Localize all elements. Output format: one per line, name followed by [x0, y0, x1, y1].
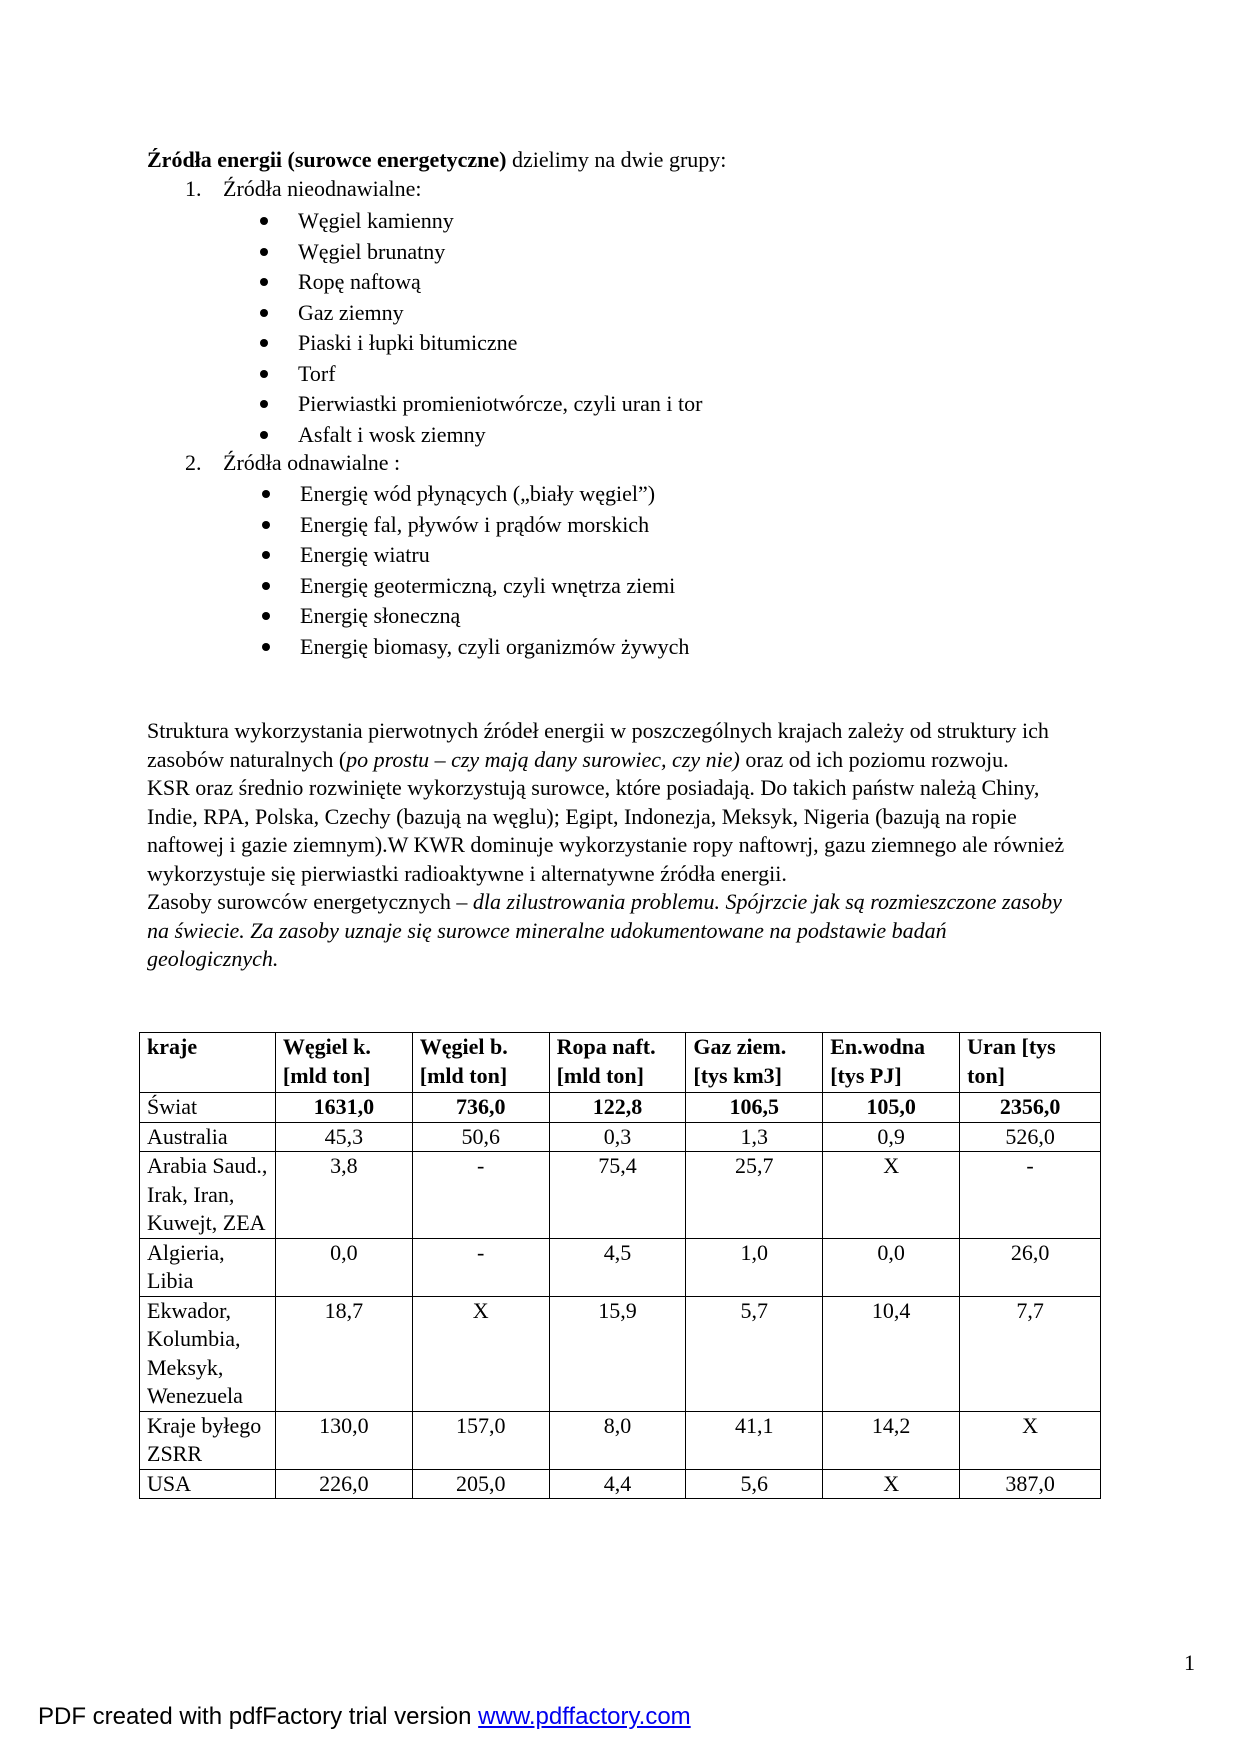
table-cell: 4,4 [549, 1469, 686, 1499]
paragraph-line: geologicznych. [147, 946, 279, 971]
bullet-icon [260, 309, 268, 317]
paragraph-line: Struktura wykorzystania pierwotnych źródeł energii w poszczególnych krajach zależy od struktury ich [147, 718, 1049, 743]
paragraph-line: KSR oraz średnio rozwinięte wykorzystują surowce, które posiadają. Do takich państw należą Chiny, [147, 775, 1040, 800]
table-cell: 7,7 [960, 1296, 1101, 1411]
table-cell: 0,0 [823, 1238, 960, 1296]
list-item: Energię fal, pływów i prądów morskich [262, 511, 689, 542]
column-header: Węgiel b. [mld ton] [412, 1033, 549, 1093]
column-header: Węgiel k. [mld ton] [275, 1033, 412, 1093]
column-header: Gaz ziem. [tys km3] [686, 1033, 823, 1093]
table-row [140, 1469, 1101, 1499]
bullet-icon [260, 339, 268, 347]
table-cell: 0,3 [549, 1122, 686, 1152]
list-item: Energię wiatru [262, 541, 689, 572]
table-cell: 14,2 [823, 1411, 960, 1469]
table-cell: 5,6 [686, 1469, 823, 1499]
table-row [140, 1093, 1101, 1123]
column-header: Uran [tys ton] [960, 1033, 1101, 1093]
table-cell: Arabia Saud., Irak, Iran, Kuwejt, ZEA [140, 1152, 276, 1239]
table-cell: 5,7 [686, 1296, 823, 1411]
footer-text: PDF created with pdfFactory trial version [38, 1703, 479, 1730]
table-cell: 387,0 [960, 1469, 1101, 1499]
list-item: Energię słoneczną [262, 602, 689, 633]
table-cell: Ekwador, Kolumbia, Meksyk, Wenezuela [140, 1296, 276, 1411]
footer-link[interactable]: www.pdffactory.com [478, 1703, 691, 1730]
group-2-title: Źródła odnawialne : [223, 450, 401, 475]
list-item: Energię geotermiczną, czyli wnętrza ziemi [262, 572, 689, 603]
table-cell: USA [140, 1469, 276, 1499]
paragraph-italic: dla zilustrowania problemu. Spójrzcie jak są rozmieszczone zasoby [472, 889, 1062, 914]
group-1-list [260, 207, 702, 451]
table-cell: - [960, 1152, 1101, 1239]
table-cell: 526,0 [960, 1122, 1101, 1152]
list-item: Pierwiastki promieniotwórcze, czyli uran i tor [260, 390, 702, 421]
section-heading [147, 146, 726, 174]
table-cell: 1,0 [686, 1238, 823, 1296]
table-cell: 18,7 [275, 1296, 412, 1411]
list-item: Ropę naftową [260, 268, 702, 299]
table-cell: 130,0 [275, 1411, 412, 1469]
table-cell: Świat [140, 1093, 276, 1123]
table-cell: 8,0 [549, 1411, 686, 1469]
bullet-icon [262, 612, 270, 620]
bullet-icon [260, 400, 268, 408]
list-item: Węgiel kamienny [260, 207, 702, 238]
heading-rest: dzielimy na dwie grupy: [506, 147, 727, 172]
paragraph-line: wykorzystuje się pierwiastki radioaktywne i alternatywne źródła energii. [147, 860, 787, 886]
table-row [140, 1238, 1101, 1296]
paragraph-line: Zasoby surowców energetycznych – dla zilustrowania problemu. Spójrzcie jak są rozmieszczone zasoby [147, 889, 1062, 914]
table-cell: 105,0 [823, 1093, 960, 1123]
table-row [140, 1411, 1101, 1469]
resources-table [139, 1032, 1101, 1499]
bullet-icon [260, 370, 268, 378]
table-cell: 106,5 [686, 1093, 823, 1123]
table-cell: 2356,0 [960, 1093, 1101, 1123]
group-2-list [262, 480, 689, 663]
table-cell: 226,0 [275, 1469, 412, 1499]
paragraph-line: zasobów naturalnych (po prostu – czy mają dany surowiec, czy nie) oraz od ich poziomu rozwoju. [147, 746, 1009, 772]
paragraph-line: na świecie. Za zasoby uznaje się surowce mineralne udokumentowane na podstawie badań [147, 917, 947, 943]
table-cell: 4,5 [549, 1238, 686, 1296]
table-cell: X [823, 1469, 960, 1499]
column-header: kraje [140, 1033, 276, 1093]
group-1-title: Źródła nieodnawialne: [223, 176, 422, 201]
table-row [140, 1296, 1101, 1411]
list-item: Torf [260, 360, 702, 391]
heading-bold-1: Źródła energii [147, 147, 283, 172]
table-cell: Algieria, Libia [140, 1238, 276, 1296]
table-cell: 0,9 [823, 1122, 960, 1152]
table-row [140, 1122, 1101, 1152]
column-header: Ropa naft. [mld ton] [549, 1033, 686, 1093]
table-cell: 736,0 [412, 1093, 549, 1123]
page-number: 1 [1184, 1650, 1195, 1675]
bullet-icon [262, 643, 270, 651]
bullet-icon [262, 551, 270, 559]
list-item: Asfalt i wosk ziemny [260, 421, 702, 452]
table-cell: 3,8 [275, 1152, 412, 1239]
table-cell: 75,4 [549, 1152, 686, 1239]
table-cell: Kraje byłego ZSRR [140, 1411, 276, 1469]
group-1-number: 1. [185, 176, 202, 201]
pdf-footer [38, 1703, 691, 1731]
bullet-icon [262, 490, 270, 498]
table-cell: - [412, 1238, 549, 1296]
table-header-row [140, 1033, 1101, 1093]
column-header: En.wodna [tys PJ] [823, 1033, 960, 1093]
bullet-icon [260, 248, 268, 256]
table-cell: 1,3 [686, 1122, 823, 1152]
list-item: Gaz ziemny [260, 299, 702, 330]
table-cell: 26,0 [960, 1238, 1101, 1296]
table-cell: X [823, 1152, 960, 1239]
paragraph-line: naftowej i gazie ziemnym).W KWR dominuje wykorzystanie ropy naftowrj, gazu ziemnego ale również [147, 832, 1065, 857]
table-cell: 45,3 [275, 1122, 412, 1152]
table-cell: - [412, 1152, 549, 1239]
table-cell: Australia [140, 1122, 276, 1152]
list-item: Energię biomasy, czyli organizmów żywych [262, 633, 689, 664]
table-cell: 0,0 [275, 1238, 412, 1296]
bullet-icon [262, 582, 270, 590]
body-paragraph [147, 717, 1207, 974]
table-cell: 25,7 [686, 1152, 823, 1239]
bullet-icon [260, 217, 268, 225]
bullet-icon [262, 521, 270, 529]
paragraph-line: Indie, RPA, Polska, Czechy (bazują na węglu); Egipt, Indonezja, Meksyk, Nigeria (bazują na ropie [147, 803, 1017, 829]
table-cell: 122,8 [549, 1093, 686, 1123]
table-cell: 41,1 [686, 1411, 823, 1469]
table-cell: 205,0 [412, 1469, 549, 1499]
list-item: Węgiel brunatny [260, 238, 702, 269]
bullet-icon [260, 278, 268, 286]
table-cell: X [960, 1411, 1101, 1469]
list-item: Energię wód płynących („biały węgiel”) [262, 480, 689, 511]
group-2-number: 2. [185, 450, 202, 475]
table-row [140, 1152, 1101, 1239]
table-cell: X [412, 1296, 549, 1411]
table-cell: 1631,0 [275, 1093, 412, 1123]
paragraph-italic: po prostu – czy mają dany surowiec, czy nie) [346, 746, 740, 772]
table-cell: 10,4 [823, 1296, 960, 1411]
list-item: Piaski i łupki bitumiczne [260, 329, 702, 360]
table-cell: 50,6 [412, 1122, 549, 1152]
table-cell: 157,0 [412, 1411, 549, 1469]
bullet-icon [260, 431, 268, 439]
table-cell: 15,9 [549, 1296, 686, 1411]
heading-bold-2: (surowce energetyczne) [287, 147, 507, 172]
